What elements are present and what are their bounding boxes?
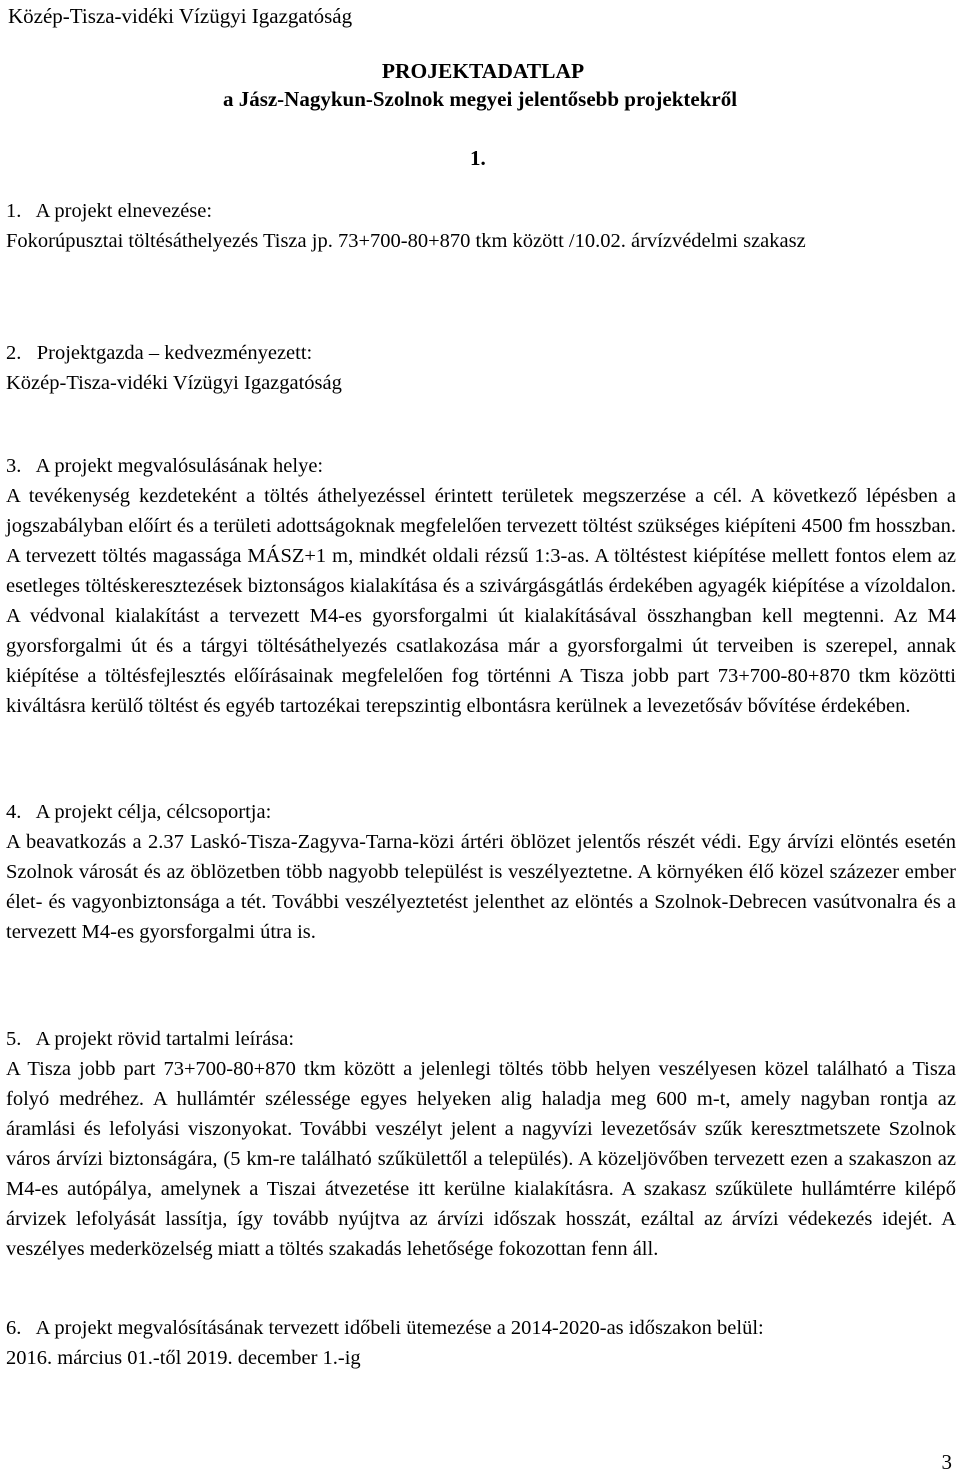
organization-header: Közép-Tisza-vidéki Vízügyi Igazgatóság xyxy=(8,4,353,28)
document-subtitle xyxy=(0,84,960,114)
section-body: 2016. március 01.-től 2019. december 1.-ig xyxy=(6,1347,361,1369)
title-line-2: a Jász-Nagykun-Szolnok megyei jelentősebb projektekről xyxy=(222,87,738,111)
section-project-schedule xyxy=(6,1313,956,1373)
project-number: 1. xyxy=(470,146,486,170)
section-heading: 2. Projektgazda – kedvezményezett: xyxy=(6,342,313,364)
title-line-1: PROJEKTADATLAP xyxy=(381,59,585,83)
section-body: A tevékenység kezdeteként a töltés áthelyezéssel érintett területek megszerzése a cél. A következő lépésben a jogszabályban előírt és a területi adottságoknak megfelelően tervezett töltést szükséges kiépíteni 4500 fm hosszban. A tervezett töltés magassága MÁSZ+1 m, mindkét oldali rézsű 1:3-as. A töltéstest kiépítése mellett fontos elem az esetleges töltéskeresztezések biztonságos kialakítása és a szivárgásgátlás érdekében agyagék kiépítése a vízoldalon. A védvonal kialakítást a tervezett M4-es gyorsforgalmi út kialakításával összhangban kell megtenni. Az M4 gyorsforgalmi út és a tárgyi töltésáthelyezés csatlakozása már a gyorsforgalmi út terveiben is szerepel, annak kiépítése a töltésfejlesztés előírásainak megfelelően fog történni A Tisza jobb part 73+700-80+870 tkm közötti kiváltásra kerülő töltést és egyéb tartozékai terepszintig elbontásra kerülnek a levezetősáv bővítése érdekében. xyxy=(6,485,956,717)
section-project-location xyxy=(6,451,956,721)
section-heading: 3. A projekt megvalósulásának helye: xyxy=(6,455,324,477)
page-number: 3 xyxy=(941,1450,952,1474)
section-body: Fokorúpusztai töltésáthelyezés Tisza jp. 73+700-80+870 tkm között /10.02. árvízvédelmi szakasz xyxy=(6,230,806,252)
section-project-name xyxy=(6,196,956,256)
document-title xyxy=(0,56,960,86)
section-body: Közép-Tisza-vidéki Vízügyi Igazgatóság xyxy=(6,372,342,394)
section-project-goal xyxy=(6,797,956,947)
section-heading: 6. A projekt megvalósításának tervezett időbeli ütemezése a 2014-2020-as időszakon belül: xyxy=(6,1317,764,1339)
section-heading: 4. A projekt célja, célcsoportja: xyxy=(6,801,272,823)
section-heading: 5. A projekt rövid tartalmi leírása: xyxy=(6,1028,295,1050)
section-project-description xyxy=(6,1024,956,1264)
section-project-owner xyxy=(6,338,956,398)
section-body: A beavatkozás a 2.37 Laskó-Tisza-Zagyva-Tarna-közi ártéri öblözet jelentős részét védi. Egy árvízi elöntés esetén Szolnok városát és az öblözetben több nagyobb települést is veszélyeztetne. A környéken élő közel százezer ember élet- és vagyonbiztonsága a tét. További veszélyeztetést jelenthet az elöntés a Szolnok-Debrecen vasútvonalra és a tervezett M4-es gyorsforgalmi útra is. xyxy=(6,831,956,943)
section-body: A Tisza jobb part 73+700-80+870 tkm között a jelenlegi töltés több helyen veszélyesen közel található a Tisza folyó medréhez. A hullámtér szélessége egyes helyeken alig haladja meg 600 m-t, amely nagyban rontja az áramlási és lefolyási viszonyokat. További veszélyt jelent a nagyvízi levezetősáv szűk keresztmetszete Szolnok város árvízi biztonságára, (5 km-re található szűkülettől a település). A közeljövőben tervezett ezen a szakaszon az M4-es autópálya, amelynek a Tiszai átvezetése itt kerülne kialakításra. A szakasz szűkülete hullámtérre kilépő árvizek lefolyását lassítja, így tovább nyújtva az árvízi időszak hosszát, ezáltal az árvízi védekezés idejét. A veszélyes mederközelség miatt a töltés szakadás lehetősége fokozottan fenn áll. xyxy=(6,1058,956,1260)
section-heading: 1. A projekt elnevezése: xyxy=(6,200,213,222)
